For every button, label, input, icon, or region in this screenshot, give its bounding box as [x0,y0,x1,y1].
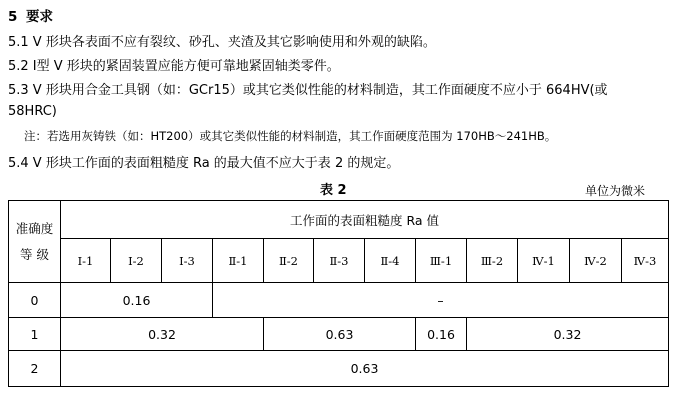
value-cell: – [213,283,669,318]
roughness-group-header: 工作面的表面粗糙度 Ra 值 [61,201,669,239]
value-cell: 0.16 [416,318,467,351]
column-header: Ⅱ-1 [213,239,264,283]
paragraph-5-1: 5.1 V 形块各表面不应有裂纹、砂孔、夹渣及其它影响使用和外观的缺陷。 [8,35,436,50]
column-header: Ⅲ-2 [467,239,518,283]
grade-header: 准确度 等 级 [9,201,61,283]
column-header: Ⅳ-3 [622,239,669,283]
value-cell: 0.63 [264,318,416,351]
column-header: Ⅱ-4 [365,239,416,283]
value-cell: 0.63 [61,351,669,387]
table-row [9,318,669,351]
table-row [9,283,669,318]
column-header: Ⅰ-1 [61,239,111,283]
table-row [9,351,669,387]
value-cell: 0.32 [467,318,669,351]
column-header: Ⅱ-2 [264,239,314,283]
grade-cell: 1 [9,318,61,351]
section-title: 要求 [26,9,53,25]
column-header: Ⅲ-1 [416,239,467,283]
paragraph-5-3-line1: 5.3 V 形块用合金工具钢（如：GCr15）或其它类似性能的材料制造，其工作面硬度不应小于 664HV(或 [8,83,608,98]
paragraph-5-4: 5.4 V 形块工作面的表面粗糙度 Ra 的最大值不应大于表 2 的规定。 [8,156,400,171]
note-text: 注：若选用灰铸铁（如：HT200）或其它类似性能的材料制造，其工作面硬度范围为 170HB～241HB。 [24,129,557,143]
table-header-row [9,201,669,239]
value-cell: 0.16 [61,283,213,318]
table-unit: 单位为微米 [585,184,646,198]
column-header: Ⅳ-1 [518,239,570,283]
column-header: Ⅳ-2 [570,239,622,283]
table-subheader-row [9,239,669,283]
table-title: 表 2 [320,183,347,198]
section-number: 5 [8,9,18,25]
column-header: Ⅱ-3 [314,239,365,283]
column-header: Ⅰ-2 [111,239,162,283]
paragraph-5-2: 5.2 Ⅰ型 V 形块的紧固装置应能方便可靠地紧固轴类零件。 [8,59,340,74]
grade-cell: 0 [9,283,61,318]
column-header: Ⅰ-3 [162,239,213,283]
roughness-table [8,200,669,387]
value-cell: 0.32 [61,318,264,351]
paragraph-5-3-line2: 58HRC) [8,104,57,119]
grade-cell: 2 [9,351,61,387]
section-heading [8,5,53,25]
